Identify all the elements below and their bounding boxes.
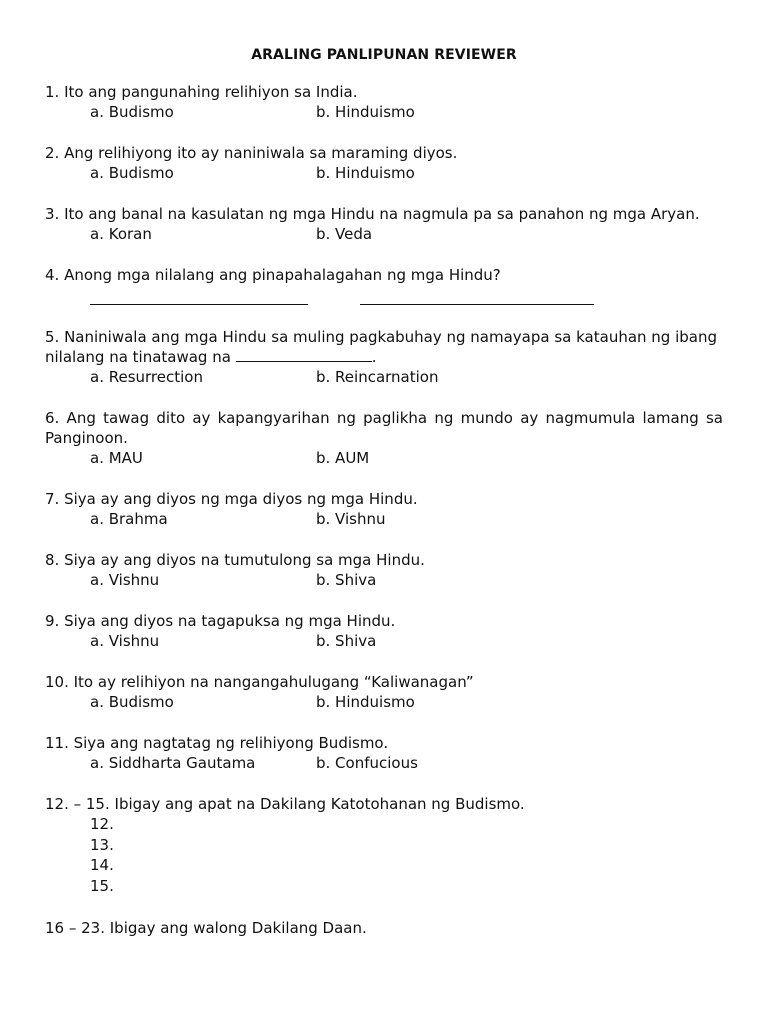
choices	[45, 102, 723, 122]
choice-b: b. Hinduismo	[316, 164, 415, 182]
answer-blank[interactable]	[236, 347, 372, 362]
question-8	[45, 550, 723, 590]
choice-b: b. Veda	[316, 225, 373, 243]
page-title: ARALING PANLIPUNAN REVIEWER	[251, 47, 517, 63]
choice-a: a. Budismo	[90, 103, 174, 121]
question-5	[45, 327, 723, 387]
question-text	[45, 327, 723, 367]
choices	[45, 509, 723, 529]
choice-a: a. Vishnu	[90, 571, 160, 589]
answer-blank-1[interactable]	[90, 290, 308, 305]
question-text: 4. Anong mga nilalang ang pinapahalagahan ng mga Hindu?	[45, 266, 501, 284]
question-text: 10. Ito ay relihiyon na nangangahulugang “Kaliwanagan”	[45, 673, 474, 691]
list-item: 14.	[90, 856, 114, 875]
choices	[45, 163, 723, 183]
choice-a: a. Siddharta Gautama	[90, 754, 256, 772]
choices	[45, 753, 723, 773]
choice-a: a. Vishnu	[90, 632, 160, 650]
question-11	[45, 733, 723, 773]
question-text-end: .	[371, 348, 377, 366]
choice-b: b. Shiva	[316, 632, 377, 650]
question-text: 1. Ito ang pangunahing relihiyon sa India.	[45, 83, 358, 101]
numbered-answer-list	[45, 814, 723, 897]
question-10	[45, 672, 723, 712]
list-item: 15.	[90, 877, 114, 896]
list-item: 13.	[90, 835, 114, 854]
choice-b: b. AUM	[316, 449, 370, 467]
question-2	[45, 143, 723, 183]
choice-b: b. Hinduismo	[316, 103, 415, 121]
question-text: 3. Ito ang banal na kasulatan ng mga Hindu na nagmula pa sa panahon ng mga Aryan.	[45, 205, 700, 223]
question-text: 8. Siya ay ang diyos na tumutulong sa mga Hindu.	[45, 551, 425, 569]
question-text: 2. Ang relihiyong ito ay naniniwala sa maraming diyos.	[45, 144, 458, 162]
choice-a: a. Koran	[90, 225, 152, 243]
question-text: 12. – 15. Ibigay ang apat na Dakilang Katotohanan ng Budismo.	[45, 795, 525, 813]
question-6	[45, 408, 723, 468]
question-1	[45, 82, 723, 122]
choice-b: b. Shiva	[316, 571, 377, 589]
choice-a: a. MAU	[90, 449, 143, 467]
choices	[45, 631, 723, 651]
question-text: 7. Siya ay ang diyos ng mga diyos ng mga Hindu.	[45, 490, 418, 508]
question-3	[45, 204, 723, 244]
question-text: 6. Ang tawag dito ay kapangyarihan ng paglikha ng mundo ay nagmumula lamang sa Panginoon.	[45, 409, 723, 447]
question-text-line-2: nilalang na tinatawag na	[45, 348, 236, 366]
choices	[45, 224, 723, 244]
question-text: 16 – 23. Ibigay ang walong Dakilang Daan.	[45, 918, 367, 937]
choices	[45, 692, 723, 712]
choice-a: a. Budismo	[90, 164, 174, 182]
question-4	[45, 265, 723, 305]
choice-b: b. Reincarnation	[316, 368, 439, 386]
choice-a: a. Brahma	[90, 510, 168, 528]
choices	[45, 448, 723, 468]
question-text: 9. Siya ang diyos na tagapuksa ng mga Hindu.	[45, 612, 396, 630]
question-7	[45, 489, 723, 529]
question-12-15	[45, 794, 723, 897]
list-item: 12.	[90, 815, 114, 833]
choice-b: b. Vishnu	[316, 510, 386, 528]
question-text-line-1: 5. Naniniwala ang mga Hindu sa muling pagkabuhay ng namayapa sa katauhan ng ibang	[45, 328, 718, 346]
choice-a: a. Budismo	[90, 693, 174, 711]
choice-a: a. Resurrection	[90, 368, 203, 386]
question-16-23	[45, 918, 723, 938]
choice-b: b. Confucious	[316, 754, 418, 772]
choices	[45, 570, 723, 590]
choices	[45, 367, 723, 387]
question-9	[45, 611, 723, 651]
choice-b: b. Hinduismo	[316, 693, 415, 711]
answer-blank-2[interactable]	[360, 290, 594, 305]
question-text: 11. Siya ang nagtatag ng relihiyong Budismo.	[45, 734, 389, 752]
answer-blanks	[45, 285, 723, 305]
